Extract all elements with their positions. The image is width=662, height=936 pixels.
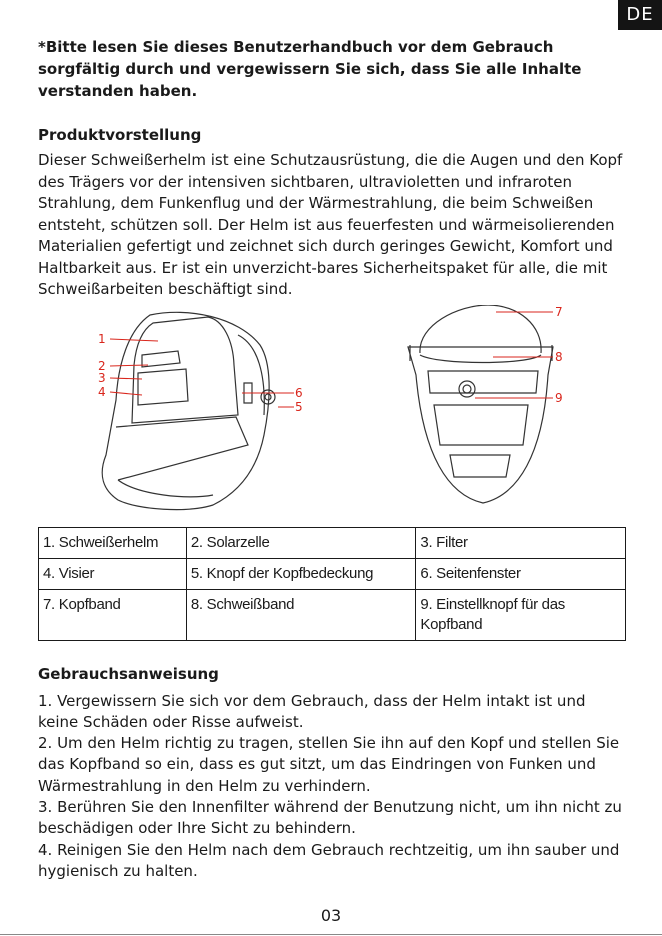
usage-step: 1. Vergewissern Sie sich vor dem Gebrauch, dass der Helm intakt ist und keine Schäden oder Risse aufweist. [38, 691, 586, 731]
callout-8: 8 [555, 349, 563, 364]
bottom-divider [0, 934, 662, 935]
product-intro-heading: Produktvorstellung [38, 126, 202, 144]
table-cell: 4. Visier [39, 558, 187, 589]
page-content [38, 36, 628, 882]
callout-4: 4 [98, 384, 106, 399]
table-row [39, 558, 626, 589]
table-cell: 3. Filter [416, 527, 626, 558]
table-cell: 9. Einstellknopf für das Kopfband [416, 589, 626, 640]
usage-step: 2. Um den Helm richtig zu tragen, stellen Sie ihn auf den Kopf und stellen Sie das Kopfband so ein, dass es gut sitzt, um das Eindringen von Funken und Wärmestrahlung in den Helm zu verhindern. [38, 734, 620, 795]
product-intro-text: Dieser Schweißerhelm ist eine Schutzausrüstung, die die Augen und den Kopf des Trägers vor der intensiven sichtbaren, ultravioletten und infraroten Strahlung, dem Funkenflug und der Wärmestrahlung, die beim Schweißen entsteht, schützen soll. Der Helm ist aus feuerfesten und wärmeisolierenden Materialien gefertigt und zeichnet sich durch geringes Gewicht, Komfort und Haltbarkeit aus. Er ist ein unverzicht-bares Sicherheitspaket für alle, die mit Schweißarbeiten beschäftigt sind. [38, 151, 623, 298]
page-number: 03 [320, 906, 342, 925]
helmet-front-view [102, 312, 275, 509]
callout-7: 7 [555, 304, 563, 319]
callout-6: 6 [295, 385, 303, 400]
table-cell: 5. Knopf der Kopfbedeckung [186, 558, 416, 589]
table-cell: 1. Schweißerhelm [39, 527, 187, 558]
usage-step: 4. Reinigen Sie den Helm nach dem Gebrauch rechtzeitig, um ihn sauber und hygienisch zu halten. [38, 840, 620, 880]
callout-5: 5 [295, 399, 303, 414]
table-cell: 8. Schweißband [186, 589, 416, 640]
table-row [39, 589, 626, 640]
helmet-back-view [408, 305, 553, 503]
callout-3: 3 [98, 370, 106, 385]
table-row [39, 527, 626, 558]
parts-table [38, 527, 626, 641]
callout-2: 2 [98, 358, 106, 373]
table-cell: 6. Seitenfenster [416, 558, 626, 589]
helmet-diagram [38, 305, 628, 517]
helmet-figures [38, 305, 628, 517]
language-tab: DE [618, 0, 662, 30]
usage-steps [38, 691, 628, 883]
usage-step: 3. Berühren Sie den Innenfilter während der Benutzung nicht, um ihn nicht zu beschädigen oder Ihre Sicht zu behindern. [38, 797, 622, 838]
intro-note: *Bitte lesen Sie dieses Benutzerhandbuch vor dem Gebrauch sorgfältig durch und vergewissern Sie sich, dass Sie alle Inhalte verstanden haben. [38, 38, 582, 100]
table-cell: 7. Kopfband [39, 589, 187, 640]
usage-heading: Gebrauchsanweisung [38, 664, 219, 683]
callout-1: 1 [98, 331, 106, 346]
table-cell: 2. Solarzelle [186, 527, 416, 558]
callout-9: 9 [555, 390, 563, 405]
